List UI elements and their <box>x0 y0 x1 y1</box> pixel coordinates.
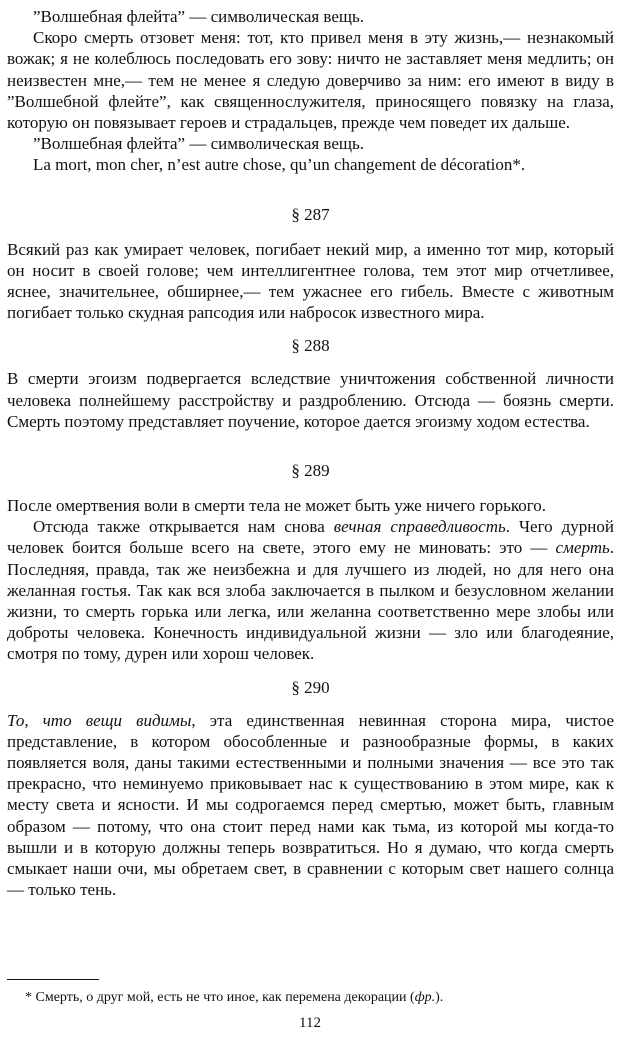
italic-word-death: смерть <box>555 538 610 558</box>
flute-line-1: ”Волшебная флейта” — символическая вещь. <box>33 7 365 26</box>
french-quote: La mort, mon cher, n’est autre chose, qu’un changement de décoration*. <box>33 155 526 175</box>
section-heading-288: § 288 <box>291 336 330 356</box>
footnote-text: * Смерть, о друг мой, есть не что иное, как перемена декорации ( <box>25 990 415 1005</box>
section-text-288: В смерти эгоизм подвергается вследствие уничтожения собственной личности человека полнейшему расстройству и раздроблению. Отсюда — боязнь смерти. Смерть поэтому представляет поучение, которое дается эгоизму ходом естества. <box>7 369 614 431</box>
section-text-287: Всякий раз как умирает человек, погибает некий мир, а именно тот мир, который он носит в своей голове; чем интеллигентнее голова, тем этот мир отчетливее, яснее, значительнее, обширнее,— тем ужаснее его гибель. Вместе с животным погибает только скудная рапсодия или набросок известного мира. <box>7 239 614 323</box>
opening-paragraph: Скоро смерть отзовет меня: тот, кто привел меня в эту жизнь,— незнакомый вожак; я не колеблюсь последовать его зову: ничто не заставляет меня медлить; он неизвестен мне,— тем не менее я следую доверчиво за ним: его имеют в виду в ”Волшебной флейте”, как священнослужителя, приносящего повязку на глаза, которую он повязывает героев и страдальцев, прежде чем поведет их дальше. <box>7 28 614 133</box>
section-heading-287: § 287 <box>291 204 330 224</box>
footnote-close: ). <box>435 990 444 1005</box>
book-page <box>7 6 614 901</box>
section-text-290 <box>7 710 614 901</box>
text-run: Отсюда также открывается нам снова <box>33 517 334 537</box>
flute-line-2: ”Волшебная флейта” — символическая вещь. <box>33 134 365 154</box>
italic-lead-phrase: То, что вещи видимы <box>7 710 192 730</box>
italic-phrase-eternal-justice: вечная справедливость <box>333 517 506 537</box>
page-number: 112 <box>299 1015 321 1031</box>
footnote-language-abbr: фр. <box>414 990 436 1005</box>
section-heading-289: § 289 <box>291 461 330 481</box>
text-run: . Последняя, правда, так же неизбежна и для лучшего из людей, но для него она желанная гостья. Так как вся злоба заключается в пылком и безусловном желании жизни, то смерть горька или легка, или желанна соответственно мере злобы или доброты человека. Конечность индивидуальной жизни — зло или благодеяние, смотря по тому, дурен или хорош человек. <box>7 538 614 664</box>
text-run: . Чего дурной человек боится больше всего на свете, этого ему не миновать: это — <box>7 517 614 558</box>
text-run: , эта единственная невинная сторона мира, чистое представление, в котором обособленные и разнообразные формы, в каких появляется воля, даны такими естественными и полными значения — все это так прекрасно, что неминуемо приковывает нас к существованию в этом мире, как к месту света и ясности. И мы содрогаемся перед смертью, может быть, главным образом — потому, что она стоит перед нами как тьма, из которой мы когда-то вышли и в которую должны теперь возвратиться. Но я думаю, что когда смерть смыкает наши очи, мы обретаем свет, в сравнении с которым свет нашего солнца — только тень. <box>7 710 614 900</box>
footnote <box>25 989 610 1007</box>
section-text-289-first: После омертвения воли в смерти тела не может быть уже ничего горького. <box>7 496 547 516</box>
section-text-289-second <box>7 516 614 664</box>
section-heading-290: § 290 <box>291 677 330 697</box>
footnote-divider <box>7 979 99 980</box>
